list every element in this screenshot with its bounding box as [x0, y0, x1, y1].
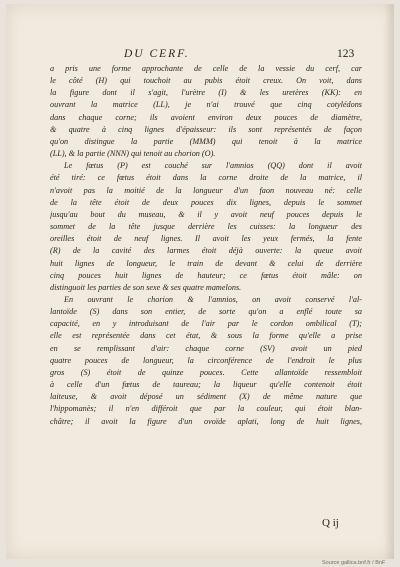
- text-line: en se remplissant d'air: chaque corne (SV) avoit un pied: [50, 343, 362, 353]
- text-line: laiteuse, & avoit déposé un sédiment (X) de même nature que: [50, 392, 362, 402]
- text-line: le côté (H) qui touchoit au pubis étoit creux. On voit, dans: [50, 76, 362, 86]
- text-line: sommet de la tête jusque derrière les cuisses: la longueur des: [50, 222, 362, 232]
- text-line: été tiré: ce fœtus étoit dans la corne droite de la matrice, il: [50, 173, 362, 183]
- text-line: n'avoit pas la moitié de la longueur d'un faon nouveau né: celle: [50, 185, 362, 195]
- text-line: Le fœtus (P) est couché sur l'amnios (QQ) dont il avoit: [64, 161, 362, 171]
- text-line: oreilles étoit de neuf lignes. Il avoit les yeux fermés, la fente: [50, 234, 362, 244]
- text-line: gros (S) étoit de quinze pouces. Cette allantoïde ressembloit: [50, 367, 362, 377]
- text-line: distinguoit les parties de son sexe & ses quatre mamelons.: [50, 282, 242, 292]
- page-number: 123: [337, 48, 355, 60]
- text-line: (LL), & la partie (NNN) qui tenoit au chorion (O).: [50, 149, 216, 159]
- text-line: à celle d'un fœtus de taureau; la liqueur qu'elle contenoit étoit: [50, 380, 362, 390]
- text-line: quatre pouces de longueur, la circonférence de l'endroit le plus: [50, 355, 362, 365]
- text-line: lantoïde (S) dans son entier, de sorte qu'on a enflé toute sa: [50, 307, 362, 317]
- text-line: jusqu'au bout du museau, & il y avoit neuf pouces depuis le: [50, 209, 362, 219]
- text-line: la figure dont il s'agit, l'urètre (I) & les uretères (KK): en: [50, 88, 362, 98]
- text-line: elle est représentée dans cet état, & sous la forme qu'elle a prise: [50, 331, 362, 341]
- text-line: cinq pouces huit lignes de hauteur; ce fœtus étoit mâle: on: [50, 270, 362, 280]
- text-line: (R) de la cavité des larmes étoit déjà ouverte: la queue avoit: [50, 246, 362, 256]
- text-line: En ouvrant le chorion & l'amnios, on avoit conservé l'al-: [64, 294, 362, 304]
- page-header: [6, 48, 394, 62]
- text-line: & quatre à cinq lignes d'épaisseur: ils sont représentés de façon: [50, 124, 362, 134]
- text-line: huit lignes de longueur, le train de devant & celui de derrière: [50, 258, 362, 268]
- book-page: [6, 4, 394, 559]
- body-text: [50, 63, 362, 428]
- signature-mark: Q ij: [322, 517, 339, 529]
- text-line: dans chaque corne; ils avoient environ deux pouces de diamètre,: [50, 112, 362, 122]
- text-line: l'hippomanès; il n'en différoit que par la couleur, qui étoit blan-: [50, 404, 362, 414]
- text-line: qu'on distingue la partie (MMM) qui tenoit à la matrice: [50, 136, 362, 146]
- text-line: capacité, en y introduisant de l'air par le cordon ombilical (T);: [50, 319, 362, 329]
- source-credit: Source gallica.bnf.fr / BnF: [322, 560, 386, 566]
- text-line: châtre; il avoit la figure d'un ovoïde aplati, long de huit lignes,: [50, 416, 362, 426]
- text-line: a pris une forme approchante de celle de la vessie du cerf, car: [50, 64, 362, 73]
- text-line: de la tête étoit de deux pouces dix lignes, depuis le sommet: [50, 197, 362, 207]
- page-edge-shadow: [384, 4, 394, 559]
- running-head: DU CERF.: [124, 48, 190, 60]
- text-line: ouvrant la matrice (LL), je n'ai trouvé que cinq cotylédons: [50, 100, 362, 110]
